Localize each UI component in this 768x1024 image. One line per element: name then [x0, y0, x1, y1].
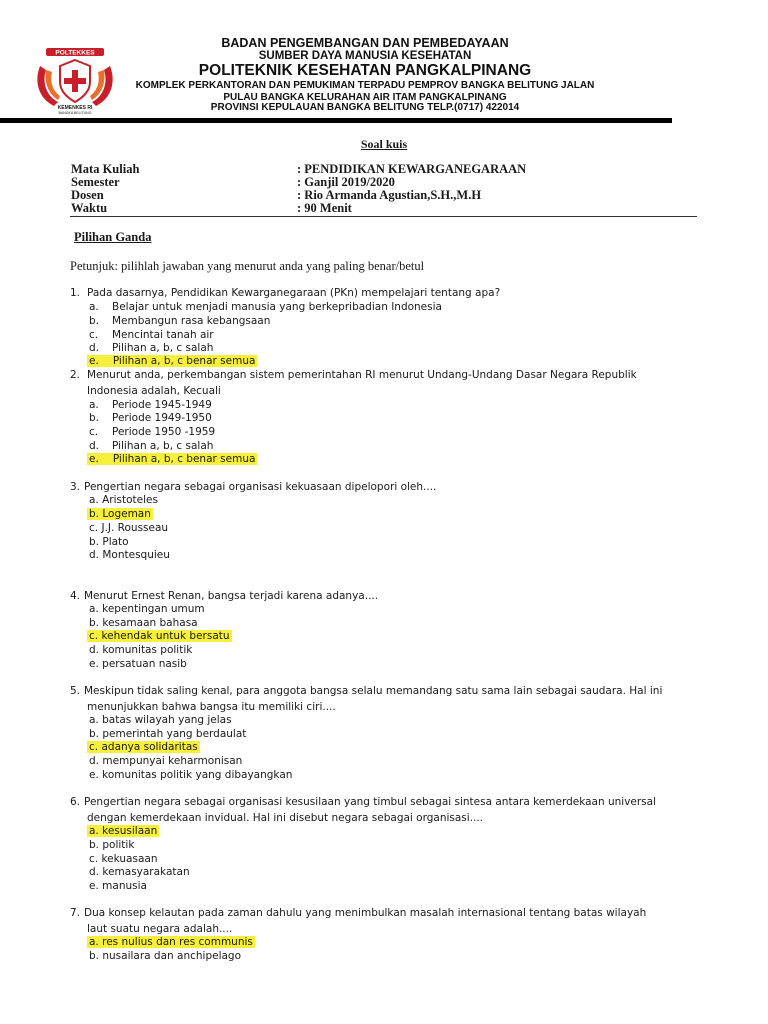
question-text-cont: Indonesia adalah, Kecuali	[87, 385, 221, 397]
option-text: Pilihan a, b, c benar semua	[112, 355, 256, 367]
option-text: Periode 1949-1950	[112, 412, 212, 424]
question-text: Meskipun tidak saling kenal, para anggota bangsa selalu memandang satu sama lain sebagai saudara. Hal ini	[84, 685, 663, 697]
option	[89, 494, 158, 506]
meta-value: : PENDIDIKAN KEWARGANEGARAAN	[297, 162, 527, 176]
poltekkes-logo	[32, 36, 118, 114]
option-label: b.	[89, 536, 100, 548]
question-text-cont: dengan kemerdekaan invidual. Hal ini disebut negara sebagai organisasi....	[87, 812, 484, 824]
option-label: b.	[89, 839, 100, 851]
option-text: kemasyarakatan	[102, 866, 190, 878]
option-label: b.	[89, 950, 100, 962]
option-text: batas wilayah yang jelas	[102, 714, 232, 726]
logo-small-text: BANGKA BELITUNG	[58, 111, 92, 114]
section-heading: Pilihan Ganda	[74, 230, 152, 244]
question-number: 6.	[70, 796, 81, 808]
option-text: Pilihan a, b, c benar semua	[112, 453, 256, 465]
letterhead-address-3: PROVINSI KEPULAUAN BANGKA BELITUNG TELP.(0717) 422014	[210, 102, 520, 113]
option-label: b.	[89, 412, 100, 424]
option-text: Pilihan a, b, c salah	[112, 440, 214, 452]
option	[89, 755, 242, 767]
question-number: 4.	[70, 590, 81, 602]
option	[89, 342, 214, 354]
option	[89, 714, 232, 726]
option-label: a.	[89, 494, 99, 506]
option-text: manusia	[102, 880, 147, 892]
option-answer	[87, 741, 200, 753]
option-text: Periode 1945-1949	[112, 399, 212, 411]
option-label: c.	[89, 426, 99, 438]
option-text: persatuan nasib	[102, 658, 187, 670]
option	[89, 950, 241, 962]
letterhead-address-2: PULAU BANGKA KELURAHAN AIR ITAM PANGKALPINANG	[223, 92, 507, 103]
option	[89, 617, 198, 629]
option	[89, 880, 147, 892]
option-answer	[87, 825, 159, 837]
option-text: mempunyai keharmonisan	[102, 755, 243, 767]
option-label: b.	[89, 508, 100, 520]
option	[89, 315, 271, 327]
option	[89, 426, 216, 438]
option	[89, 522, 168, 534]
option-text: Periode 1950 -1959	[112, 426, 216, 438]
option	[89, 412, 212, 424]
option	[89, 399, 212, 411]
option-text: komunitas politik yang dibayangkan	[102, 769, 293, 781]
letterhead-line-2: SUMBER DAYA MANUSIA KESEHATAN	[258, 50, 472, 62]
option-answer	[87, 936, 255, 948]
letterhead-address-1: KOMPLEK PERKANTORAN DAN PEMUKIMAN TERPADU PEMPROV BANGKA BELITUNG JALAN	[135, 80, 595, 91]
letterhead-divider	[0, 118, 672, 123]
option	[89, 644, 192, 656]
option-text: adanya solidaritas	[101, 741, 198, 753]
question	[70, 907, 647, 919]
option-label: c.	[89, 630, 99, 642]
logo-bottom-text: KEMENKES RI	[57, 105, 93, 111]
question	[70, 481, 437, 493]
option-text: Aristoteles	[102, 494, 158, 506]
institution-name: POLITEKNIK KESEHATAN PANGKALPINANG	[198, 62, 532, 79]
option-text: nusailara dan anchipelago	[102, 950, 242, 962]
option	[89, 769, 292, 781]
answer-highlight	[87, 355, 257, 367]
option	[89, 301, 442, 313]
option-label: d.	[89, 549, 100, 561]
meta-key: Mata Kuliah	[71, 162, 140, 176]
meta-value: : Ganjil 2019/2020	[297, 175, 395, 189]
meta-divider	[70, 216, 697, 217]
meta-value: : Rio Armanda Agustian,S.H.,M.H	[297, 188, 482, 202]
option-text: Pilihan a, b, c salah	[112, 342, 214, 354]
option-label: a.	[89, 936, 99, 948]
option-answer	[87, 355, 257, 367]
question	[70, 685, 663, 697]
option-label: a.	[89, 301, 99, 313]
option-label: d.	[89, 342, 100, 354]
option-label: c.	[89, 522, 99, 534]
option	[89, 603, 205, 615]
option-label: b.	[89, 617, 100, 629]
option-label: d.	[89, 866, 100, 878]
meta-value: : 90 Menit	[297, 201, 352, 215]
option-text: pemerintah yang berdaulat	[102, 728, 247, 740]
option-label: e.	[89, 453, 99, 465]
option	[89, 853, 157, 865]
option-text: Mencintai tanah air	[112, 329, 214, 341]
option-text: Logeman	[102, 508, 151, 520]
option-text: kepentingan umum	[102, 603, 205, 615]
doc-title: Soal kuis	[360, 137, 408, 151]
option-label: d.	[89, 644, 100, 656]
option-label: a.	[89, 825, 99, 837]
answer-highlight	[87, 825, 159, 837]
question-text: Pengertian negara sebagai organisasi kekuasaan dipelopori oleh....	[84, 481, 437, 493]
answer-highlight	[87, 741, 200, 753]
option	[89, 440, 214, 452]
question-text: Pada dasarnya, Pendidikan Kewarganegaraan (PKn) mempelajari tentang apa?	[87, 287, 501, 299]
option	[89, 536, 129, 548]
option	[89, 866, 190, 878]
option-answer	[87, 453, 257, 465]
question	[70, 796, 657, 808]
question	[70, 590, 379, 602]
logo-top-text: POLTEKKES	[55, 49, 95, 57]
option-label: e.	[89, 355, 99, 367]
answer-highlight	[87, 936, 255, 948]
letterhead-line-1: BADAN PENGEMBANGAN DAN PEMBEDAYAAN	[221, 36, 509, 50]
option-label: c.	[89, 853, 99, 865]
meta-key: Semester	[71, 175, 120, 189]
option-label: b.	[89, 728, 100, 740]
option-label: d.	[89, 440, 100, 452]
answer-highlight	[87, 630, 232, 642]
option-text: komunitas politik	[102, 644, 193, 656]
option-label: c.	[89, 741, 99, 753]
option-text: kesusilaan	[102, 825, 158, 837]
option-label: e.	[89, 769, 99, 781]
option-label: c.	[89, 329, 99, 341]
answer-highlight	[87, 453, 257, 465]
option-label: d.	[89, 755, 100, 767]
option-text: politik	[102, 839, 135, 851]
option-label: b.	[89, 315, 100, 327]
option	[89, 549, 170, 561]
question-number: 5.	[70, 685, 81, 697]
question-number: 2.	[70, 369, 81, 381]
option-text: kehendak untuk bersatu	[101, 630, 230, 642]
instruction-text: Petunjuk: pilihlah jawaban yang menurut anda yang paling benar/betul	[70, 259, 425, 273]
option	[89, 658, 187, 670]
question-text-cont: laut suatu negara adalah....	[87, 923, 233, 935]
question-text: Pengertian negara sebagai organisasi kesusilaan yang timbul sebagai sintesa antara kemerdekaan universal	[84, 796, 657, 808]
question	[70, 287, 501, 299]
question-number: 3.	[70, 481, 81, 493]
question-text-cont: menunjukkan bahwa bangsa itu memiliki ciri....	[87, 701, 336, 713]
option-label: a.	[89, 714, 99, 726]
question	[70, 369, 637, 381]
option-label: e.	[89, 658, 99, 670]
option-label: e.	[89, 880, 99, 892]
meta-key: Waktu	[71, 201, 108, 215]
question-text: Menurut Ernest Renan, bangsa terjadi karena adanya....	[84, 590, 379, 602]
answer-highlight	[87, 508, 153, 520]
option	[89, 329, 214, 341]
option-text: Belajar untuk menjadi manusia yang berkepribadian Indonesia	[112, 301, 442, 313]
option	[89, 839, 134, 851]
option-text: Membangun rasa kebangsaan	[112, 315, 271, 327]
option-text: kesamaan bahasa	[102, 617, 198, 629]
question-number: 1.	[70, 287, 81, 299]
option-text: kekuasaan	[101, 853, 158, 865]
option-text: res nulius dan res communis	[102, 936, 253, 948]
option-text: Montesquieu	[102, 549, 170, 561]
question-number: 7.	[70, 907, 81, 919]
option-label: a.	[89, 399, 99, 411]
option	[89, 728, 246, 740]
option-text: Plato	[102, 536, 129, 548]
question-text: Menurut anda, perkembangan sistem pemerintahan RI menurut Undang-Undang Dasar Negara Republik	[87, 369, 637, 381]
option-text: J.J. Rousseau	[101, 522, 169, 534]
meta-key: Dosen	[71, 188, 104, 202]
option-answer	[87, 508, 153, 520]
question-text: Dua konsep kelautan pada zaman dahulu yang menimbulkan masalah internasional tentang batas wilayah	[84, 907, 647, 919]
option-answer	[87, 630, 232, 642]
option-label: a.	[89, 603, 99, 615]
